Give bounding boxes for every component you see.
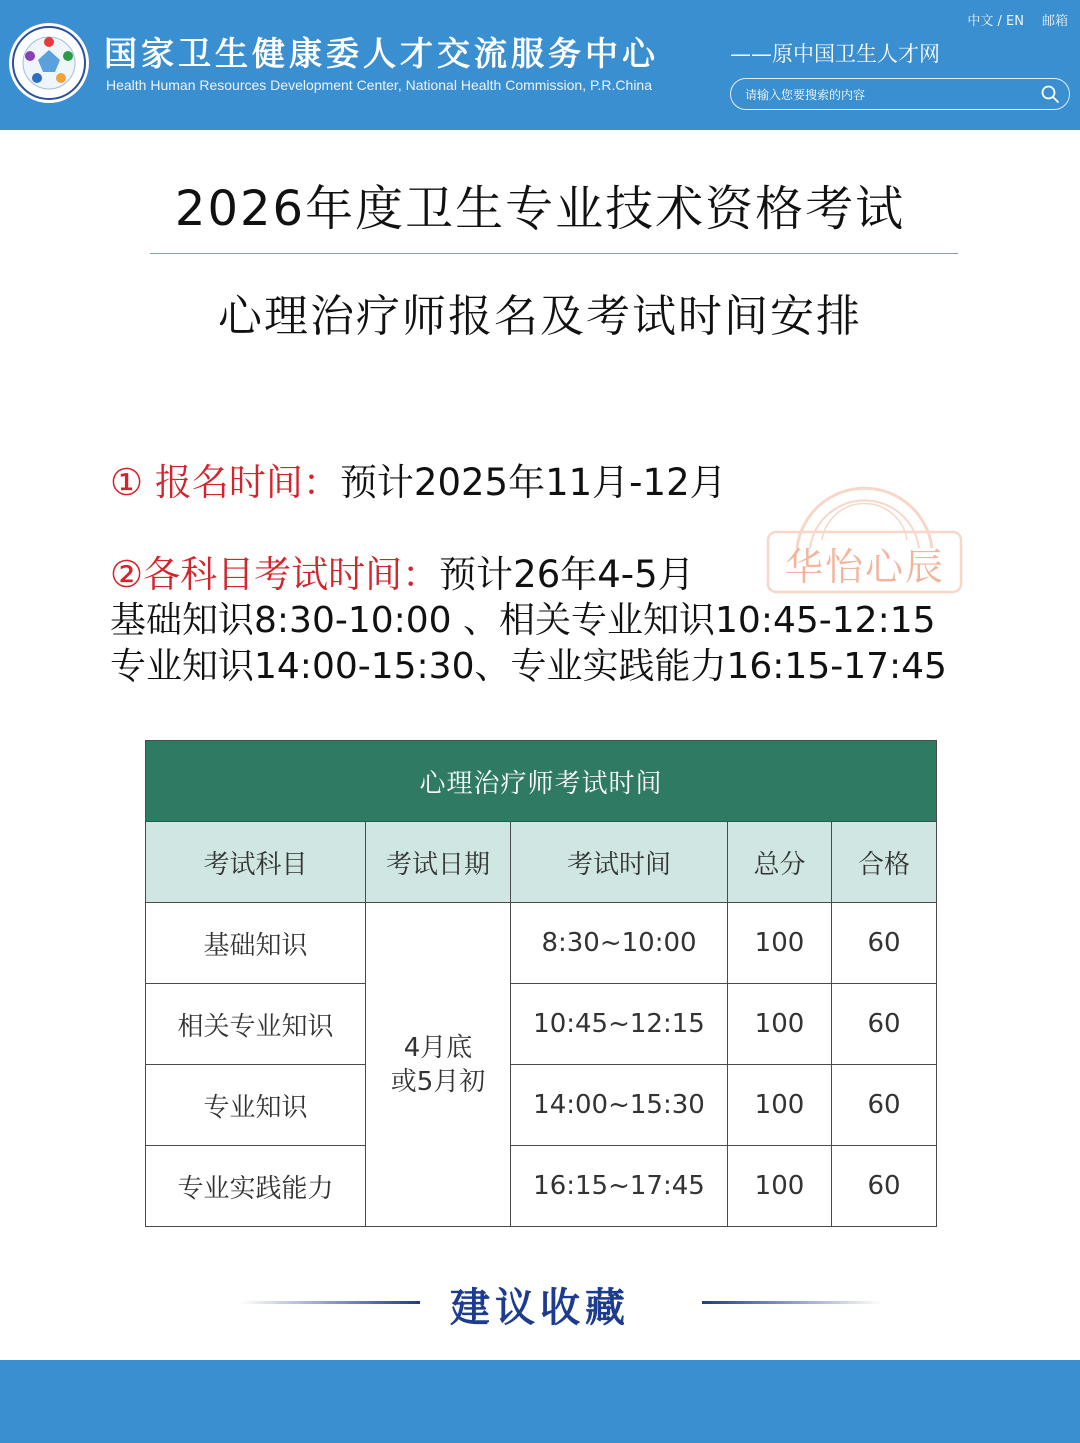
table-header-total: 总分 xyxy=(728,822,832,903)
search-box xyxy=(730,78,1070,110)
save-reminder: 建议收藏 xyxy=(450,1285,630,1331)
top-links xyxy=(967,10,1068,29)
language-switch-link[interactable]: 中文 / EN xyxy=(967,14,1024,29)
title-divider xyxy=(150,253,958,254)
site-header xyxy=(0,0,1080,130)
save-divider-right xyxy=(702,1301,882,1304)
watermark-text: 华怡心辰 xyxy=(785,545,946,589)
table-header-date: 考试日期 xyxy=(366,822,511,903)
exam-time-label: ②各科目考试时间： xyxy=(110,553,440,596)
total-score-cell: 100 xyxy=(728,1065,832,1146)
registration-label: ① 报名时间： xyxy=(110,461,340,504)
table-row xyxy=(146,984,937,1065)
pass-score-cell: 60 xyxy=(832,984,937,1065)
exam-time-value: 预计26年4-5月 xyxy=(439,553,695,596)
total-score-cell: 100 xyxy=(728,1146,832,1227)
search-icon[interactable] xyxy=(1040,84,1060,104)
subject-cell: 专业实践能力 xyxy=(146,1146,366,1227)
table-header-time: 考试时间 xyxy=(511,822,728,903)
subject-cell: 相关专业知识 xyxy=(146,984,366,1065)
former-site-name: ——原中国卫生人才网 xyxy=(730,42,940,66)
table-caption: 心理治疗师考试时间 xyxy=(146,741,937,822)
table-row xyxy=(146,1146,937,1227)
time-cell: 16:15~17:45 xyxy=(511,1146,728,1227)
registration-line xyxy=(110,452,727,506)
org-name-cn: 国家卫生健康委人才交流服务中心 xyxy=(104,34,659,73)
exam-date-line-1: 4月底 xyxy=(403,1032,473,1063)
time-cell: 14:00~15:30 xyxy=(511,1065,728,1146)
exam-date-line-2: 或5月初 xyxy=(390,1066,486,1097)
time-cell: 8:30~10:00 xyxy=(511,903,728,984)
table-header-pass: 合格 xyxy=(832,822,937,903)
pass-score-cell: 60 xyxy=(832,903,937,984)
subject-cell: 专业知识 xyxy=(146,1065,366,1146)
page-title: 2026年度卫生专业技术资格考试 xyxy=(174,181,906,237)
table-header-subject: 考试科目 xyxy=(146,822,366,903)
page-subtitle: 心理治疗师报名及考试时间安排 xyxy=(218,291,862,342)
mail-link[interactable]: 邮箱 xyxy=(1041,14,1068,29)
time-cell: 10:45~12:15 xyxy=(511,984,728,1065)
exam-time-line xyxy=(110,544,695,598)
registration-value: 预计2025年11月-12月 xyxy=(339,461,727,504)
exam-schedule-line-1: 基础知识8:30-10:00 、相关专业知识10:45-12:15 xyxy=(110,600,936,641)
subject-cell: 基础知识 xyxy=(146,903,366,984)
org-name-en: Health Human Resources Development Center, National Health Commission, P.R.China xyxy=(106,77,652,93)
footer-bar xyxy=(0,1360,1080,1443)
exam-schedule-table xyxy=(145,740,937,1227)
table-row xyxy=(146,1065,937,1146)
search-input[interactable] xyxy=(743,84,1027,106)
pass-score-cell: 60 xyxy=(832,1065,937,1146)
organization-logo-icon[interactable] xyxy=(8,22,90,104)
exam-date-cell xyxy=(366,903,511,1227)
exam-schedule-line-2: 专业知识14:00-15:30、专业实践能力16:15-17:45 xyxy=(110,646,947,687)
total-score-cell: 100 xyxy=(728,903,832,984)
total-score-cell: 100 xyxy=(728,984,832,1065)
table-row xyxy=(146,903,937,984)
pass-score-cell: 60 xyxy=(832,1146,937,1227)
